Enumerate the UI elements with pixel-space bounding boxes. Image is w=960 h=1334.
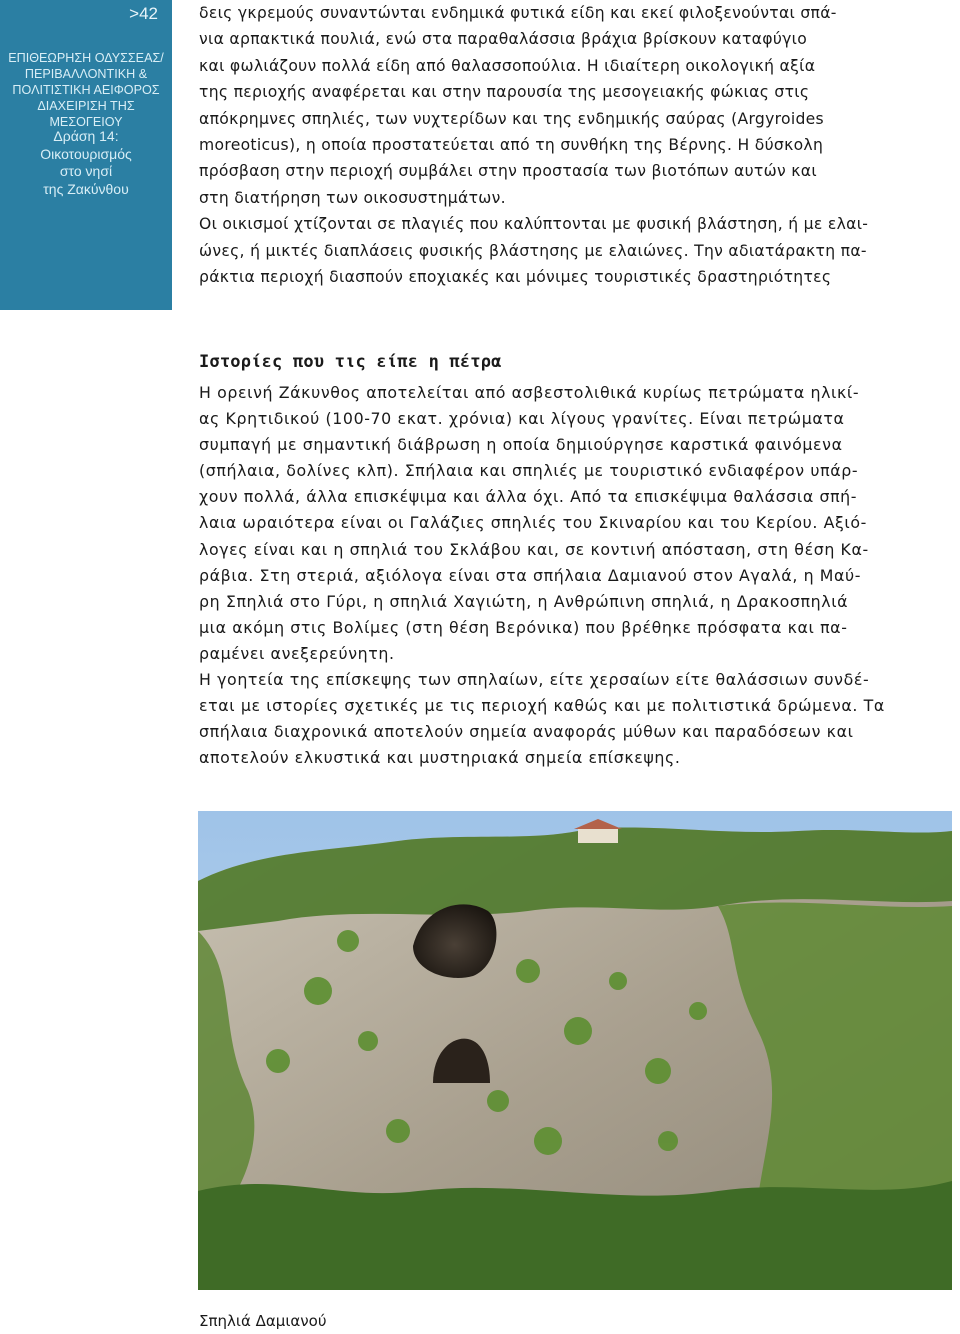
text-line: Οι οικισμοί χτίζονται σε πλαγιές που καλύπτονται με φυσική βλάστηση, ή με ελαι- xyxy=(199,215,869,234)
text-line: εται με ιστορίες σχετικές με τις περιοχή καθώς και με πολιτιστικά δρώμενα. Τα xyxy=(199,696,885,716)
intro-paragraph xyxy=(199,0,953,290)
text-line: λαια ωραιότερα είναι οι Γαλάζιες σπηλιές του Σκιναρίου και του Κερίου. Αξιό- xyxy=(199,513,867,533)
text-line: μια ακόμη στις Βολίμες (στη θέση Βερόνικα) που βρέθηκε πρόσφατα και πα- xyxy=(199,617,848,637)
photo-caption: Σπηλιά Δαμιανού xyxy=(199,1312,327,1330)
text-line: αποτελούν ελκυστικά και μυστηριακά σημεία επίσκεψης. xyxy=(199,748,681,768)
text-line: της περιοχής αναφέρεται και στην παρουσία της μεσογειακής φώκιας στις xyxy=(199,83,810,102)
section-title: Ιστορίες που τις είπε η πέτρα xyxy=(199,352,502,372)
text-line: χουν πολλά, άλλα επισκέψιμα και άλλα όχι. Από τα επισκέψιμα θαλάσσια σπή- xyxy=(199,487,858,507)
text-line: Η ορεινή Ζάκυνθος αποτελείται από ασβεστολιθικά κυρίως πετρώματα ηλικί- xyxy=(199,383,860,402)
text-line: λογες είναι και η σπηλιά του Σκλάβου και, σε κοντινή απόσταση, στη θέση Κα- xyxy=(199,539,869,559)
text-line: στη διατήρηση των οικοσυστημάτων. xyxy=(199,188,506,207)
text-line: ώνες, ή μικτές διαπλάσεις φυσικής βλάστησης με ελαιώνες. Την αδιατάρακτη πα- xyxy=(199,241,867,260)
text-line: και φωλιάζουν πολλά είδη από θαλασσοπούλια. Η ιδιαίτερη οικολογική αξία xyxy=(199,56,816,75)
text-line: νια αρπακτικά πουλιά, ενώ στα παραθαλάσσια βράχια βρίσκουν καταφύγιο xyxy=(199,30,808,49)
project-title: ΕΠΙΘΕΩΡΗΣΗ ΟΔΥΣΣΕΑΣ/ ΠΕΡΙΒΑΛΛΟΝΤΙΚΗ & ΠΟΛΙΤΙΣΤΙΚΗ ΑΕΙΦΟΡΟΣ ΔΙΑΧΕΙΡΙΣΗ ΤΗΣ ΜΕΣΟΓΕΙΟΥ xyxy=(8,51,164,129)
text-line: Η γοητεία της επίσκεψης των σπηλαίων, είτε χερσαίων είτε θαλάσσιων συνδέ- xyxy=(199,670,870,690)
page-number: >42 xyxy=(129,4,158,23)
text-line: ρη Σπηλιά στο Γύρι, η σπηλιά Χαγιώτη, η Ανθρώπινη σπηλιά, η Δρακοσπηλιά xyxy=(199,591,849,611)
text-line: δεις γκρεμούς συναντώνται ενδημικά φυτικά είδη και εκεί φιλοξενούνται σπά- xyxy=(199,4,837,22)
action-title: Δράση 14: Οικοτουρισμός στο νησί της Ζακύνθου xyxy=(40,128,132,197)
text-line: ράβια. Στη στεριά, αξιόλογα είναι στα σπήλαια Δαμιανού στον Αγαλά, η Μαύ- xyxy=(199,565,862,585)
cave-photo xyxy=(198,811,952,1290)
text-line: πρόσβαση στην περιοχή συμβάλει στην προστασία των βιοτόπων αυτών και xyxy=(199,162,817,181)
text-line: ας Κρητιδικού (100-70 εκατ. χρόνια) και λίγους γρανίτες. Είναι πετρώματα xyxy=(199,409,845,429)
text-line: ραμένει ανεξερεύνητη. xyxy=(199,643,395,663)
section-paragraph xyxy=(199,380,953,771)
text-line: moreoticus), η οποία προστατεύεται από τη συνθήκη της Βέρνης. Η δύσκολη xyxy=(199,135,824,154)
text-line: σπήλαια διαχρονικά αποτελούν σημεία αναφοράς μύθων και παραδόσεων και xyxy=(199,722,854,742)
text-line: απόκρημνες σπηλιές, των νυχτερίδων και της ενδημικής σαύρας (Argyroides xyxy=(199,109,824,128)
text-line: συμπαγή με σημαντική διάβρωση η οποία δημιούργησε καρστικά φαινόμενα xyxy=(199,435,843,455)
text-line: (σπήλαια, δολίνες κλπ). Σπήλαια και σπηλιές με τουριστικό ενδιαφέρον υπάρ- xyxy=(199,461,859,481)
sidebar-panel xyxy=(0,0,172,310)
text-line: ράκτια περιοχή διασπούν εποχιακές και μόνιμες τουριστικές δραστηριότητες xyxy=(199,267,832,286)
